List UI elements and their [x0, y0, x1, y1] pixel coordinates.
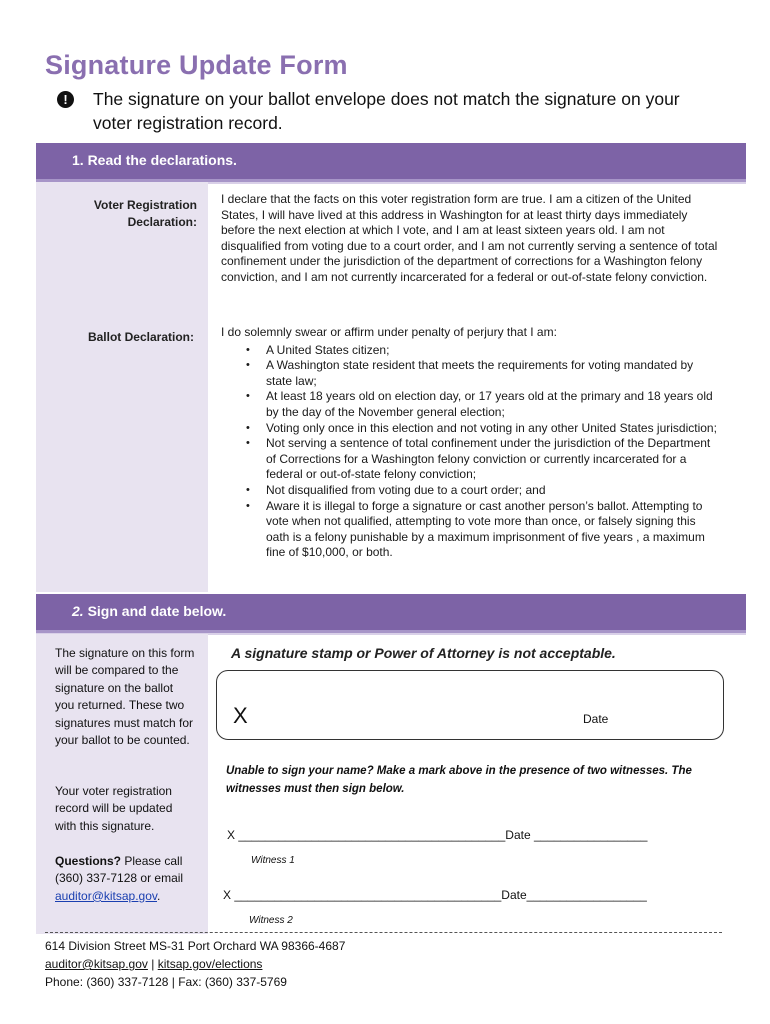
footer-website-link[interactable]: kitsap.gov/elections: [157, 957, 263, 971]
witness2-signature-line[interactable]: X ________________________________________Date__________________: [223, 888, 647, 902]
witness2-label: Witness 2: [249, 915, 293, 926]
section2-heading: 2. Sign and date below.: [72, 603, 227, 619]
ballot-declaration: [221, 325, 721, 561]
questions-email-link[interactable]: auditor@kitsap.gov: [55, 888, 158, 903]
questions-contact: Questions? Please call (360) 337-7128 or email auditor@kitsap.gov.: [55, 854, 184, 903]
signature-x-mark: X: [233, 703, 248, 728]
list-item: • A United States citizen;: [266, 343, 721, 359]
list-item: • Not serving a sentence of total confinement under the jurisdiction of the Department of Corrections for a Washington felony conviction or currently incarcerated for a federal or out-of-state felony conviction;: [266, 436, 721, 483]
ballot-declaration-list: [221, 343, 721, 561]
list-item: • Aware it is illegal to forge a signature or cast another person’s ballot. Attempting to vote when not qualified, attempting to vote more than once, or falsely signing this oath is a felony punishable by a maximum imprisonment of five years , a maximum fine of $10,000, or both.: [266, 499, 721, 561]
signature-date-label: Date: [583, 712, 609, 726]
witness1-label: Witness 1: [251, 855, 295, 866]
mismatch-alert-text: The signature on your ballot envelope does not match the signature on your voter registration record.: [93, 89, 680, 133]
alert-icon: !: [57, 91, 74, 108]
ballot-declaration-label: Ballot Declaration:: [87, 330, 194, 344]
ballot-declaration-intro: I do solemnly swear or affirm under penalty of perjury that I am:: [221, 325, 557, 339]
witness-instructions: Unable to sign your name? Make a mark above in the presence of two witnesses. The witnesses must then sign below.: [226, 765, 692, 795]
list-item: • A Washington state resident that meets the requirements for voting mandated by state law;: [266, 358, 721, 389]
section1-heading-bar: [36, 143, 746, 182]
list-item: • Not disqualified from voting due to a court order; and: [266, 483, 721, 499]
declaration-label-column: [36, 182, 208, 592]
footer-divider: [45, 932, 722, 933]
signature-info-column: [36, 634, 208, 934]
footer-links: auditor@kitsap.gov | kitsap.gov/elections: [45, 957, 263, 971]
witness1-signature-line[interactable]: X ________________________________________Date _________________: [227, 828, 648, 842]
list-item: • At least 18 years old on election day, or 17 years old at the primary and 18 years old by the day of the November general election;: [266, 389, 721, 420]
voter-registration-label: Voter Registration Declaration:: [93, 198, 197, 229]
section1-heading: 1. Read the declarations.: [72, 152, 237, 168]
footer: [45, 937, 345, 991]
signature-notice: A signature stamp or Power of Attorney is not acceptable.: [231, 645, 616, 661]
signature-comparison-note: The signature on this form will be compared to the signature on the ballot you returned. These two signatures must match for your ballot to be counted.: [55, 646, 195, 748]
list-item: • Voting only once in this election and not voting in any other United States jurisdiction;: [266, 421, 721, 437]
footer-email-link[interactable]: auditor@kitsap.gov: [45, 957, 148, 971]
page-title: Signature Update Form: [45, 50, 348, 80]
record-update-note: Your voter registration record will be updated with this signature.: [55, 784, 173, 833]
footer-address: 614 Division Street MS-31 Port Orchard WA 98366-4687: [45, 939, 346, 953]
signature-box[interactable]: [216, 670, 724, 740]
footer-phone-fax: Phone: (360) 337-7128 | Fax: (360) 337-5769: [45, 975, 287, 989]
section2-heading-bar: [36, 594, 746, 633]
voter-registration-declaration: I declare that the facts on this voter registration form are true. I am a citizen of the United States, I will have lived at this address in Washington for at least thirty days immediately before the next election at which I vote, and I am at least sixteen years old. I am not disqualified from voting due to a court order, and I am not currently serving a sentence of total confinement under the jurisdiction of the department of corrections for a Washington felony conviction, and I am not currently incarcerated for a federal or out-of-state felony conviction.: [221, 192, 718, 284]
